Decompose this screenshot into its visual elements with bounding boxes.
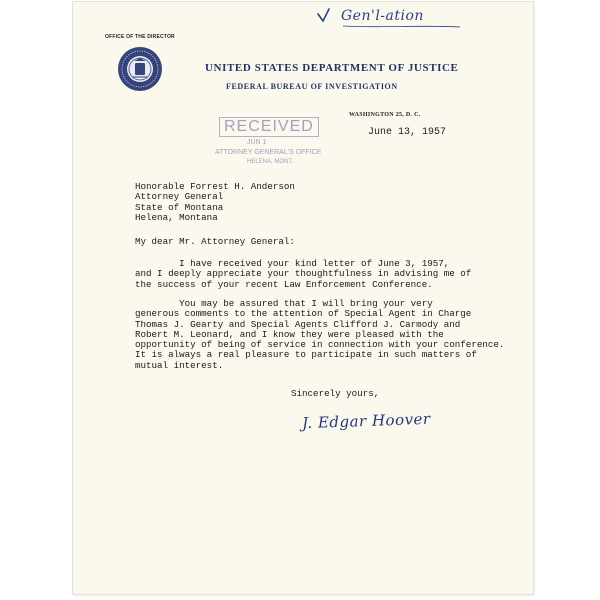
paragraph-line: You may be assured that I will bring your very: [135, 298, 433, 309]
place-line: WASHINGTON 25, D. C.: [349, 112, 421, 118]
signature: [288, 406, 463, 442]
salutation: My dear Mr. Attorney General:: [135, 236, 295, 247]
note-underline: [315, 4, 465, 30]
stamp-received-label: RECEIVED: [219, 117, 319, 137]
office-of-director-label: OFFICE OF THE DIRECTOR: [105, 34, 175, 40]
address-line: Honorable Forrest H. Anderson: [135, 181, 295, 192]
bureau-heading: FEDERAL BUREAU OF INVESTIGATION: [226, 82, 398, 91]
handwritten-note-text: Gen'l-ation: [341, 8, 424, 24]
paragraph-line: mutual interest.: [135, 359, 224, 371]
stamp-city: HELENA, MONT.: [247, 159, 294, 165]
stamp-date: JUN 1: [247, 139, 267, 146]
recipient-address: [135, 182, 295, 223]
closing: Sincerely yours,: [291, 388, 380, 399]
address-line: Helena, Montana: [135, 211, 218, 223]
paragraph-line: Thomas J. Gearty and Special Agents Clifford J. Carmody and: [135, 318, 461, 330]
department-heading: UNITED STATES DEPARTMENT OF JUSTICE: [205, 62, 459, 74]
letter-date: June 13, 1957: [368, 127, 447, 138]
paragraph-line: opportunity of being of service in connection with your conference.: [135, 339, 505, 351]
body-paragraph-1: [135, 259, 471, 290]
paragraph-line: Robert M. Leonard, and I know they were pleased with the: [135, 328, 444, 340]
body-paragraph-2: [135, 299, 504, 371]
paragraph-line: I have received your kind letter of June 3, 1957,: [135, 258, 450, 269]
address-line: Attorney General: [135, 191, 224, 203]
paragraph-line: generous comments to the attention of Special Agent in Charge: [135, 308, 472, 320]
stamp-office: ATTORNEY GENERAL'S OFFICE: [215, 149, 322, 156]
address-line: State of Montana: [135, 201, 224, 213]
received-stamp: [201, 117, 321, 181]
paragraph-line: and I deeply appreciate your thoughtfulness in advising me of: [135, 268, 472, 280]
fbi-seal-icon: [117, 46, 163, 92]
paragraph-line: the success of your recent Law Enforcement Conference.: [135, 278, 433, 290]
letter-paper: [73, 2, 533, 594]
signature-text: J. Edgar Hoover: [301, 409, 431, 433]
paragraph-line: It is always a real pleasure to participate in such matters of: [135, 349, 477, 361]
handwritten-note: [315, 4, 465, 30]
